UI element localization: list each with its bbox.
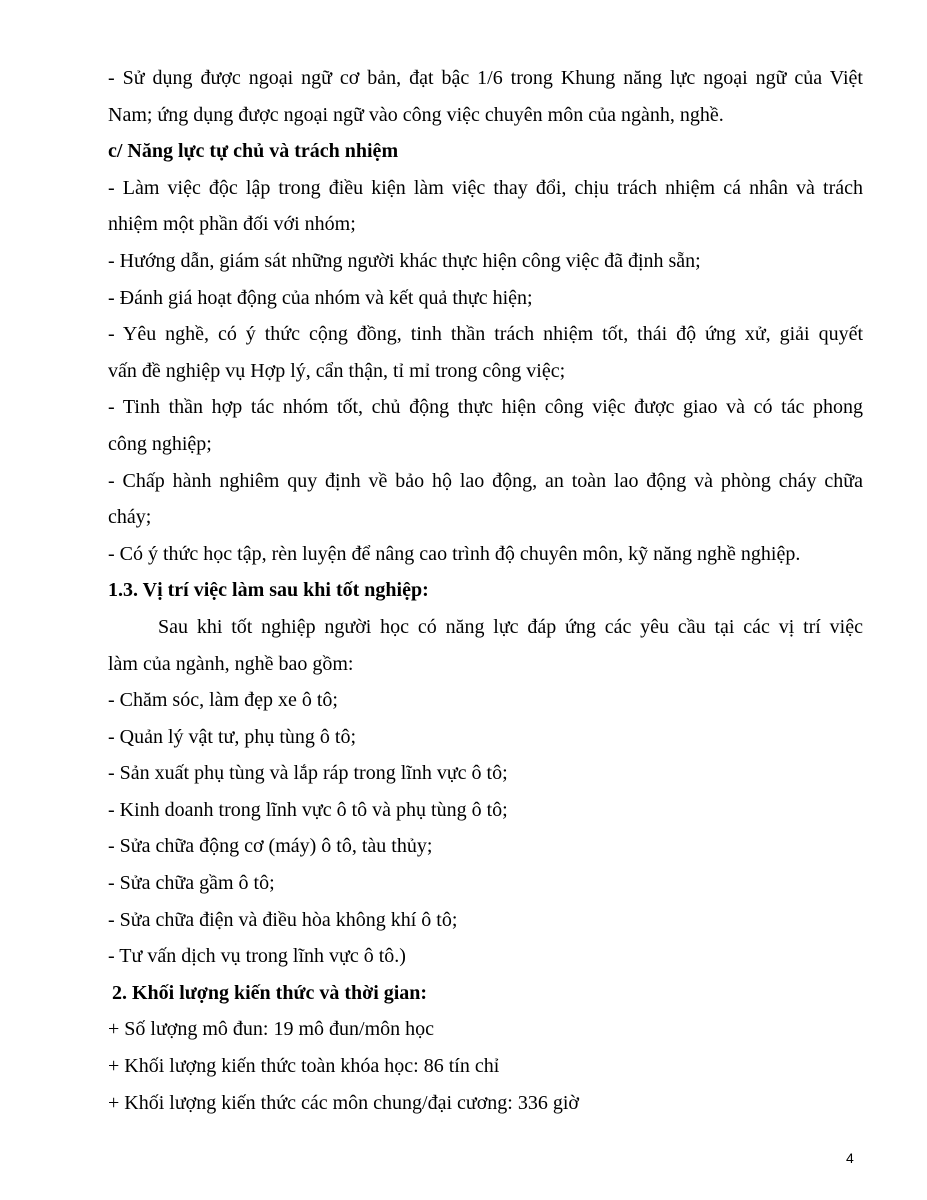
text-line: - Chăm sóc, làm đẹp xe ô tô; <box>108 689 338 712</box>
text-line: - Sửa chữa điện và điều hòa không khí ô tô; <box>108 908 458 931</box>
text-line: vấn đề nghiệp vụ Hợp lý, cẩn thận, tỉ mỉ trong công việc; <box>108 359 566 382</box>
document-body <box>108 60 863 1121</box>
text-line: + Khối lượng kiến thức các môn chung/đại cương: 336 giờ <box>108 1091 579 1114</box>
text-line: Sau khi tốt nghiệp người học có năng lực đáp ứng các yêu cầu tại các vị trí việc <box>158 615 863 638</box>
text-line: - Làm việc độc lập trong điều kiện làm việc thay đổi, chịu trách nhiệm cá nhân và trách <box>108 176 863 199</box>
text-line: - Yêu nghề, có ý thức cộng đồng, tinh thần trách nhiệm tốt, thái độ ứng xử, giải quyết <box>108 323 863 346</box>
text-line: - Chấp hành nghiêm quy định về bảo hộ lao động, an toàn lao động và phòng cháy chữa <box>108 469 863 492</box>
text-line: - Tinh thần hợp tác nhóm tốt, chủ động thực hiện công việc được giao và có tác phong <box>108 396 863 419</box>
text-line: - Kinh doanh trong lĩnh vực ô tô và phụ tùng ô tô; <box>108 798 508 821</box>
text-line: - Sửa chữa động cơ (máy) ô tô, tàu thủy; <box>108 835 433 858</box>
text-line: - Có ý thức học tập, rèn luyện để nâng cao trình độ chuyên môn, kỹ năng nghề nghiệp. <box>108 542 801 565</box>
text-line: cháy; <box>108 506 152 529</box>
text-line: công nghiệp; <box>108 432 212 455</box>
text-line: Nam; ứng dụng được ngoại ngữ vào công việc chuyên môn của ngành, nghề. <box>108 103 724 126</box>
section-heading: c/ Năng lực tự chủ và trách nhiệm <box>108 140 399 163</box>
text-line: - Sửa chữa gầm ô tô; <box>108 872 275 895</box>
section-heading: 2. Khối lượng kiến thức và thời gian: <box>112 981 428 1004</box>
text-line: - Sử dụng được ngoại ngữ cơ bản, đạt bậc 1/6 trong Khung năng lực ngoại ngữ của Việt <box>108 67 863 89</box>
text-line: - Hướng dẫn, giám sát những người khác thực hiện công việc đã định sẵn; <box>108 249 701 272</box>
section-heading: 1.3. Vị trí việc làm sau khi tốt nghiệp: <box>108 579 429 602</box>
page-number: 4 <box>846 1150 854 1166</box>
text-line: - Đánh giá hoạt động của nhóm và kết quả thực hiện; <box>108 286 533 309</box>
text-line: - Tư vấn dịch vụ trong lĩnh vực ô tô.) <box>108 945 406 968</box>
text-line: - Sản xuất phụ tùng và lắp ráp trong lĩnh vực ô tô; <box>108 762 508 785</box>
text-line: làm của ngành, nghề bao gồm: <box>108 652 354 675</box>
text-line: nhiệm một phần đối với nhóm; <box>108 213 356 236</box>
text-line: - Quản lý vật tư, phụ tùng ô tô; <box>108 725 357 748</box>
text-line: + Số lượng mô đun: 19 mô đun/môn học <box>108 1018 435 1041</box>
text-line: + Khối lượng kiến thức toàn khóa học: 86 tín chỉ <box>108 1055 500 1078</box>
